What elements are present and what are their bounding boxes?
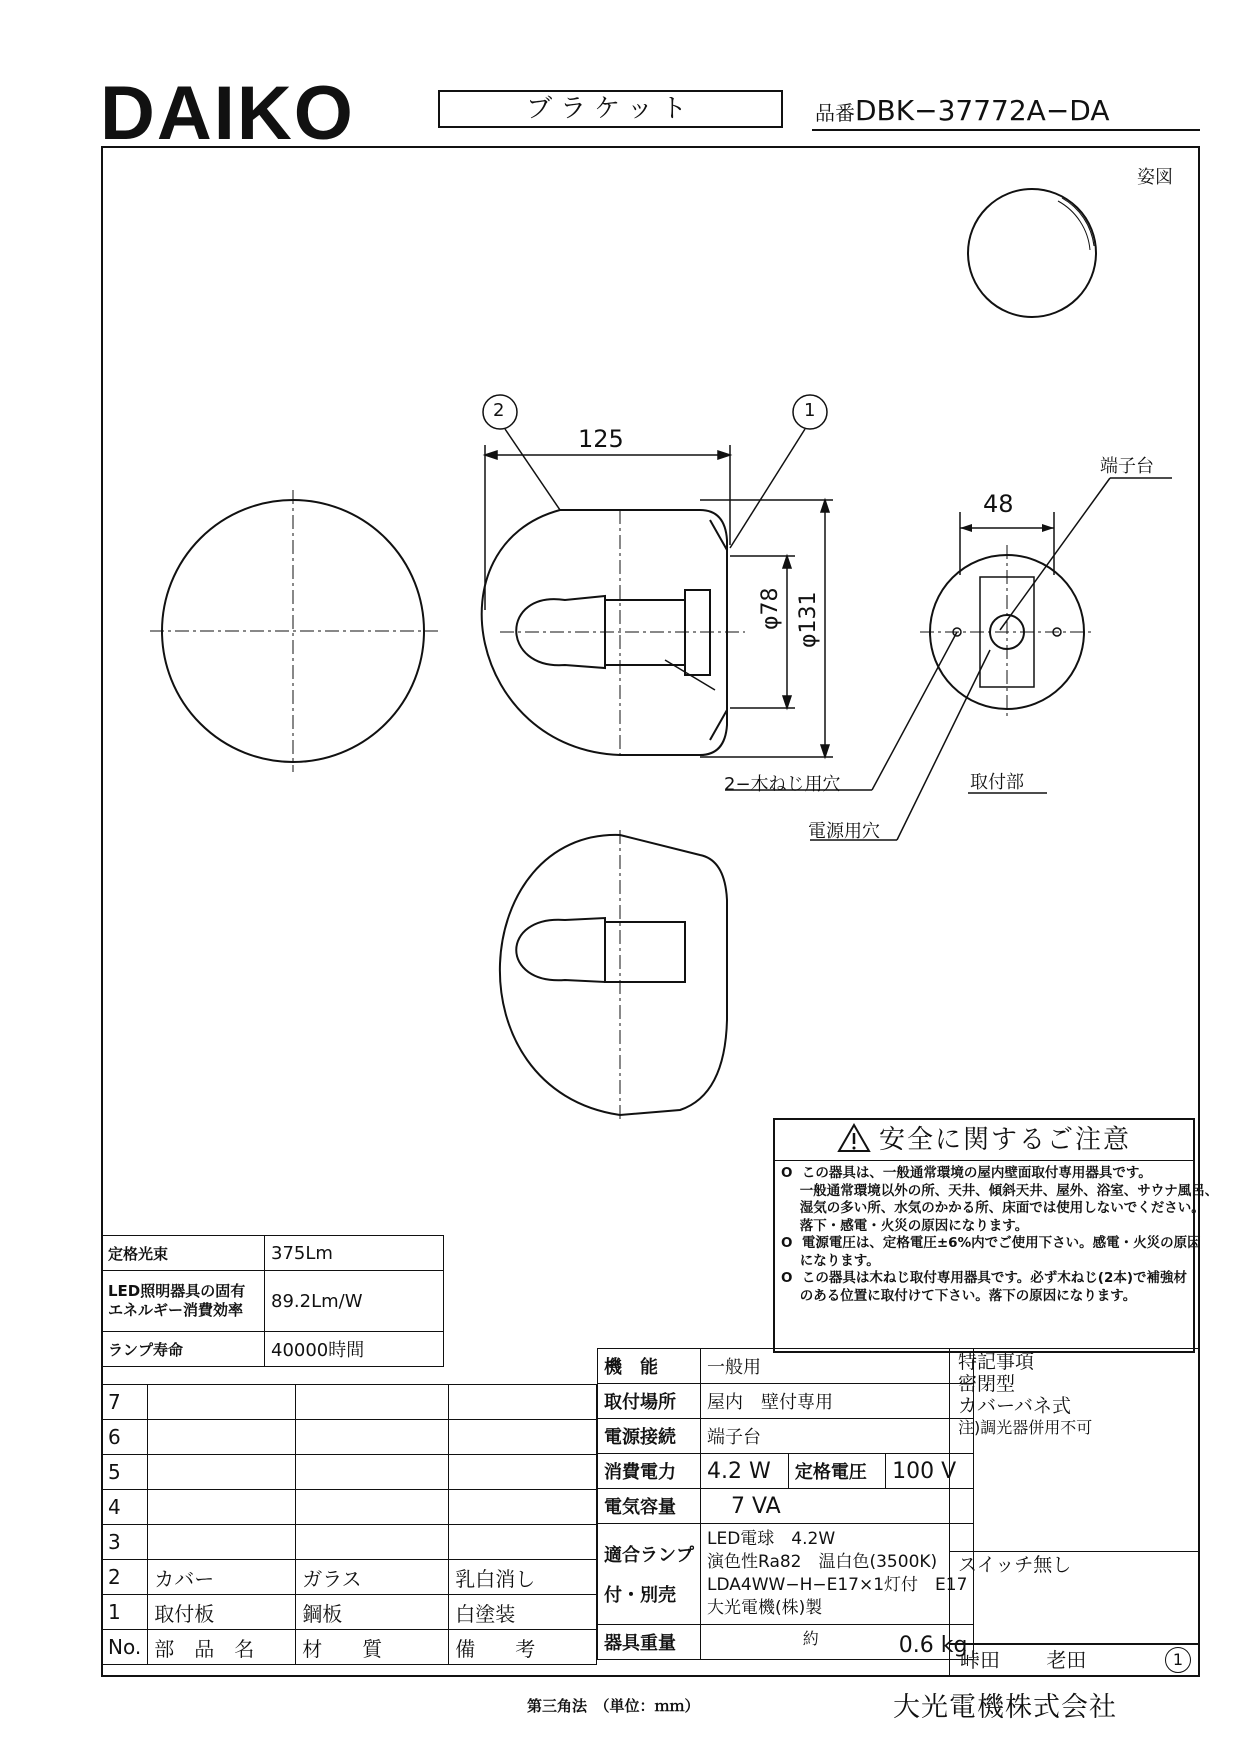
dim-48: 48 bbox=[983, 490, 1014, 518]
terminal-label: 端子台 bbox=[1100, 456, 1154, 477]
lamp-details bbox=[701, 1524, 974, 1625]
sheet-number: 1 bbox=[1165, 1647, 1191, 1673]
front-view bbox=[150, 490, 438, 772]
spec-table bbox=[597, 1348, 974, 1660]
table-row: 4 bbox=[102, 1490, 597, 1525]
power-hole-label: 電源用穴 bbox=[808, 821, 880, 842]
product-title: ブラケット bbox=[438, 90, 783, 128]
part-number-label: 品番 bbox=[815, 101, 855, 125]
safety-title-text: 安全に関するご注意 bbox=[878, 1125, 1131, 1155]
table-row: 7 bbox=[102, 1385, 597, 1420]
weight-value: 0.6 kg bbox=[898, 1633, 968, 1658]
spec-value: 一般用 bbox=[701, 1349, 974, 1384]
safety-title bbox=[775, 1120, 1193, 1161]
spec-label: 定格電圧 bbox=[788, 1454, 885, 1489]
spec-label: 機 能 bbox=[598, 1349, 701, 1384]
signature-row bbox=[949, 1644, 1200, 1677]
eff-label: LED照明器具の固有 エネルギー消費効率 bbox=[102, 1271, 265, 1332]
safety-body: O この器具は、一般通常環境の屋内壁面取付専用器具です。 一般通常環境以外の所、天井、傾斜天井、屋外、浴室、サウナ風呂、 湿気の多い所、水気のかかる所、床面では使用しないでください。 落下・感電・火災の原因になります。 O 電源電圧は、定格電圧±6%内でご使用下さい。感電・火災の原因 になります。 O この器具は木ねじ取付専用器具です。必ず木ねじ(2本)で補強材 のある位置に取付けて下さい。落下の原因になります。 bbox=[781, 1165, 1219, 1304]
eff-label: 定格光束 bbox=[102, 1236, 265, 1271]
company-name: 大光電機株式会社 bbox=[893, 1692, 1117, 1723]
table-row: 3 bbox=[102, 1525, 597, 1560]
brand-logo: DAIKO bbox=[100, 71, 355, 156]
spec-label: 電気容量 bbox=[598, 1489, 701, 1524]
mounting-label: 取付部 bbox=[970, 772, 1024, 793]
part-number-value: DBK−37772A−DA bbox=[855, 94, 1110, 127]
spec-value: 屋内 壁付専用 bbox=[701, 1384, 974, 1419]
special-line: 密閉型 bbox=[958, 1373, 1016, 1395]
special-notes bbox=[949, 1348, 1200, 1644]
spec-value: 7 VA bbox=[701, 1489, 974, 1524]
spec-value: 100 V bbox=[886, 1454, 974, 1489]
spec-value: 4.2 W bbox=[701, 1454, 789, 1489]
signature-name: 老田 bbox=[1046, 1648, 1087, 1672]
spec-label: 取付場所 bbox=[598, 1384, 701, 1419]
callout-1: 1 bbox=[804, 400, 816, 421]
warning-icon bbox=[837, 1123, 871, 1153]
weight-approx: 約 bbox=[802, 1629, 819, 1648]
dim-d131: φ131 bbox=[796, 591, 821, 648]
lamp-line: LED電球 4.2W bbox=[707, 1529, 836, 1549]
spec-label: 消費電力 bbox=[598, 1454, 701, 1489]
table-row: 5 bbox=[102, 1455, 597, 1490]
parts-header-row: No. 部 品 名 材 質 備 考 bbox=[102, 1630, 597, 1665]
dim-d78: φ78 bbox=[758, 587, 783, 630]
view-label: 姿図 bbox=[1137, 167, 1173, 188]
special-line: カバーバネ式 bbox=[958, 1395, 1072, 1417]
table-row: 1 取付板 鋼板 白塗装 bbox=[102, 1595, 597, 1630]
table-row: 2 カバー ガラス 乳白消し bbox=[102, 1560, 597, 1595]
lower-view bbox=[500, 830, 727, 1120]
projection-note: 第三角法 （単位：ｍｍ） bbox=[527, 1697, 700, 1715]
lamp-label-cell bbox=[598, 1524, 701, 1625]
lamp-line: LDA4WW−H−E17×1灯付 E17 bbox=[707, 1575, 968, 1595]
parts-table bbox=[101, 1384, 597, 1665]
lamp-line: 大光電機(株)製 bbox=[707, 1598, 823, 1618]
eff-value: 40000時間 bbox=[265, 1332, 444, 1367]
signature-name: 峠田 bbox=[960, 1648, 1000, 1672]
eff-label: ランプ寿命 bbox=[102, 1332, 265, 1367]
table-row: 6 bbox=[102, 1420, 597, 1455]
lamp-sub-label: 付・別売 bbox=[604, 1585, 676, 1606]
lamp-line: 演色性Ra82 温白色(3500K) bbox=[707, 1552, 938, 1572]
eff-value: 375Lm bbox=[265, 1236, 444, 1271]
special-title: 特記事項 bbox=[958, 1351, 1035, 1373]
safety-notes bbox=[773, 1118, 1219, 1353]
lamp-label: 適合ランプ bbox=[604, 1545, 694, 1566]
perspective-view bbox=[968, 189, 1096, 317]
special-line: 注)調光器併用不可 bbox=[958, 1418, 1093, 1437]
spec-label: 電源接続 bbox=[598, 1419, 701, 1454]
side-view bbox=[482, 510, 745, 755]
switch-note: スイッチ無し bbox=[950, 1551, 1199, 1578]
callouts bbox=[483, 395, 827, 548]
screw-holes-label: 2−木ねじ用穴 bbox=[724, 774, 841, 795]
efficiency-table bbox=[101, 1235, 444, 1367]
spec-label: 器具重量 bbox=[598, 1625, 701, 1660]
eff-value: 89.2Lm/W bbox=[265, 1271, 444, 1332]
callout-2: 2 bbox=[493, 400, 505, 421]
spec-value: 端子台 bbox=[701, 1419, 974, 1454]
dim-width: 125 bbox=[578, 425, 624, 453]
weight-cell bbox=[701, 1625, 974, 1660]
